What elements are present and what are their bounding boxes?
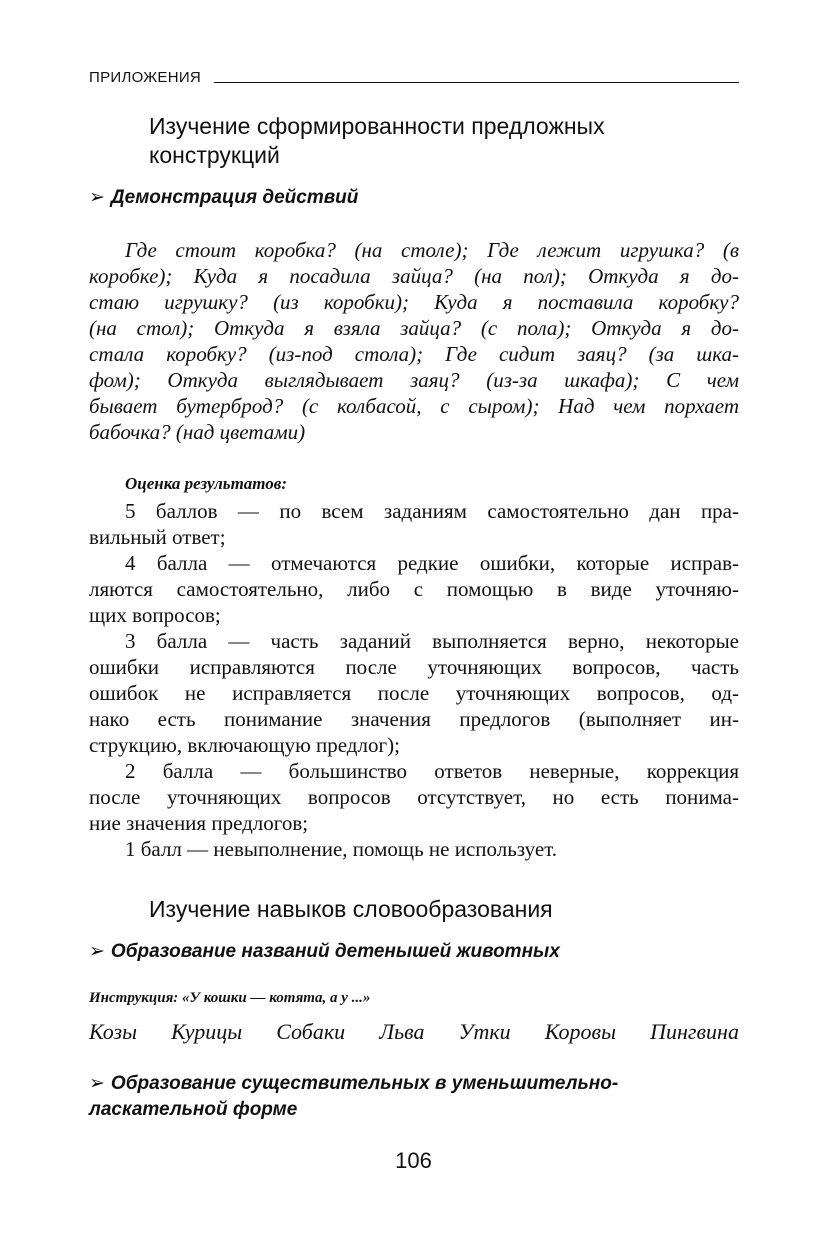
animal-word: Пингвина xyxy=(650,1019,739,1044)
paragraph-line: стаю игрушку? (из коробки); Куда я поставила коробку? xyxy=(89,290,739,314)
paragraph-line: бабочка? (над цветами) xyxy=(89,420,306,444)
evaluation-line: ние значения предлогов; xyxy=(89,811,309,835)
section-title-prepositions xyxy=(149,112,739,170)
subheading-line: ласкательной форме xyxy=(89,1099,298,1120)
arrow-icon: ➢ xyxy=(89,187,105,208)
running-head xyxy=(89,67,739,89)
arrow-icon: ➢ xyxy=(89,941,105,962)
evaluation-line: после уточняющих вопросов отсутствует, но есть понима- xyxy=(89,785,739,809)
animal-word: Козы xyxy=(89,1019,137,1044)
animals-list xyxy=(89,1017,739,1047)
evaluation-paragraph xyxy=(89,498,739,862)
section-title-line: конструкций xyxy=(149,142,280,168)
evaluation-line: нако есть понимание значения предлогов (выполняет ин- xyxy=(89,707,739,731)
paragraph-line: (на стол); Откуда я взяла зайца? (с пола); Откуда я до- xyxy=(89,316,739,340)
evaluation-line: ошибок не исправляется после уточняющих вопросов, од- xyxy=(89,681,739,705)
subheading-text: Демонстрация действий xyxy=(110,187,359,208)
section-title-line: Изучение сформированности предложных xyxy=(149,113,605,139)
paragraph-line: бывает бутерброд? (с колбасой, с сыром); Над чем порхает xyxy=(89,394,739,418)
instruction: Инструкция: «У кошки — котята, а у ...» xyxy=(89,990,371,1006)
evaluation-heading: Оценка результатов: xyxy=(125,474,288,493)
animal-word: Курицы xyxy=(171,1019,243,1044)
running-head-rule xyxy=(214,82,739,83)
paragraph-line: стала коробку? (из-под стола); Где сидит заяц? (за шка- xyxy=(89,342,739,366)
subheading-baby-animals xyxy=(89,939,739,965)
animal-word: Коровы xyxy=(544,1019,616,1044)
running-head-label: ПРИЛОЖЕНИЯ xyxy=(89,69,202,86)
evaluation-line: вильный ответ; xyxy=(89,525,226,549)
subheading-diminutive xyxy=(89,1071,739,1123)
subheading-text: Образование существительных в уменьшительно- xyxy=(110,1073,619,1094)
evaluation-line: 5 баллов — по всем заданиям самостоятельно дан пра- xyxy=(125,499,739,523)
section-title-word-formation: Изучение навыков словообразования xyxy=(149,896,553,922)
subheading-line xyxy=(89,1071,739,1097)
animal-word: Утки xyxy=(458,1019,511,1044)
arrow-icon: ➢ xyxy=(89,1073,105,1094)
paragraph-line: Где стоит коробка? (на столе); Где лежит игрушка? (в xyxy=(125,238,739,262)
subheading-text: Образование названий детенышей животных xyxy=(110,941,560,962)
evaluation-line: 2 балла — большинство ответов неверные, коррекция xyxy=(125,759,739,783)
page-number: 106 xyxy=(395,1148,432,1173)
evaluation-line: 4 балла — отмечаются редкие ошибки, которые исправ- xyxy=(125,551,739,575)
evaluation-line: 3 балла — часть заданий выполняется верно, некоторые xyxy=(125,629,739,653)
paragraph-line: фом); Откуда выглядывает заяц? (из-за шкафа); С чем xyxy=(89,368,739,392)
questions-paragraph xyxy=(89,237,739,445)
paragraph-line: коробке); Куда я посадила зайца? (на пол); Откуда я до- xyxy=(89,264,739,288)
evaluation-line: струкцию, включающую предлог); xyxy=(89,733,400,757)
evaluation-line: ляются самостоятельно, либо с помощью в виде уточняю- xyxy=(89,577,739,601)
subheading-demonstration xyxy=(89,185,739,211)
evaluation-line: ошибки исправляются после уточняющих вопросов, часть xyxy=(89,655,739,679)
evaluation-line: 1 балл — невыполнение, помощь не использует. xyxy=(125,837,558,861)
animal-word: Льва xyxy=(379,1019,425,1044)
evaluation-line: щих вопросов; xyxy=(89,603,221,627)
animal-word: Собаки xyxy=(276,1019,346,1044)
